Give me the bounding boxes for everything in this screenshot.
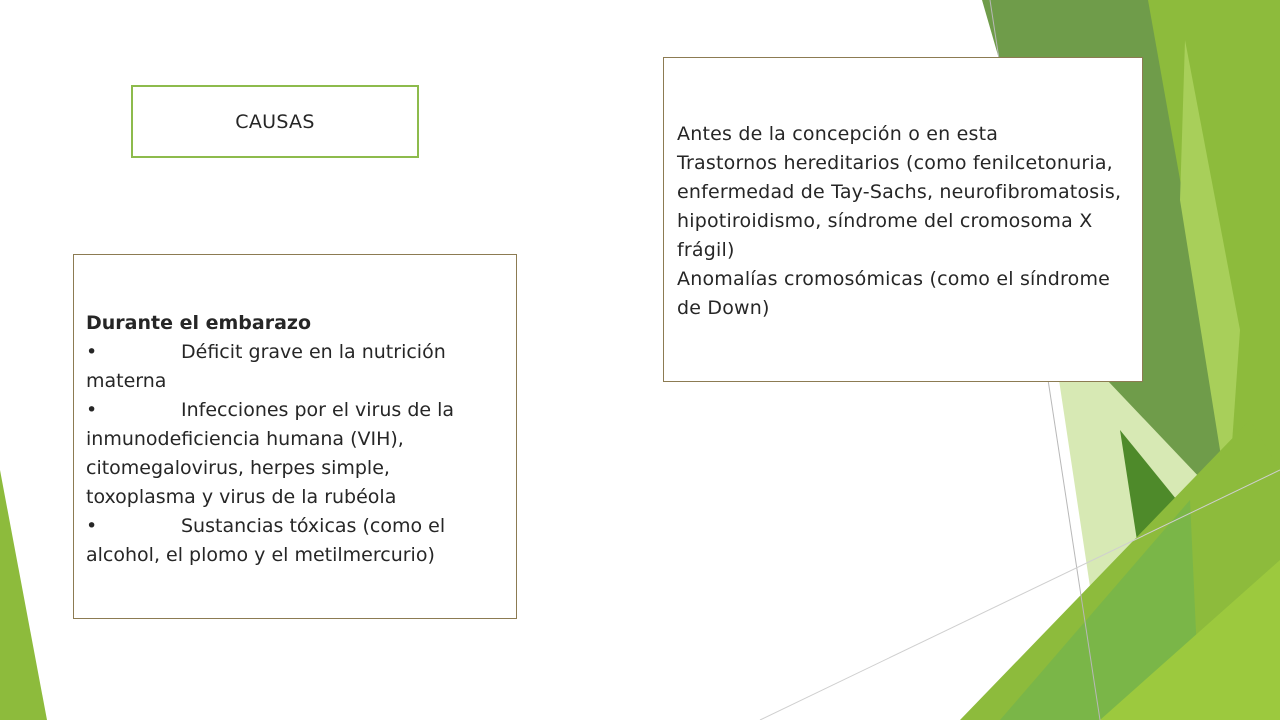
during-item-2 [86, 396, 502, 512]
during-item-1 [86, 338, 502, 396]
causas-title: CAUSAS [235, 110, 315, 133]
during-heading: Durante el embarazo [86, 312, 312, 334]
before-conception-box [663, 57, 1143, 382]
causas-title-box [131, 85, 419, 158]
before-line-2: Trastornos hereditarios (como fenilcetonuria, enfermedad de Tay-Sachs, neurofibromatosis, hipotiroidismo, síndrome del cromosoma X frágil) [677, 152, 1122, 261]
during-item-2-text: Infecciones por el virus de la inmunodeficiencia humana (VIH), citomegalovirus, herpes simple, toxoplasma y virus de la rubéola [86, 399, 455, 508]
during-item-3-text: Sustancias tóxicas (como el alcohol, el plomo y el metilmercurio) [86, 515, 446, 566]
bullet: • [86, 341, 98, 363]
left-green-sliver [0, 470, 47, 720]
during-pregnancy-box [73, 254, 517, 619]
during-item-1-text: Déficit grave en la nutrición materna [86, 341, 446, 392]
bullet: • [86, 399, 98, 421]
bullet: • [86, 515, 98, 537]
before-line-1: Antes de la concepción o en esta [677, 123, 999, 145]
before-line-3: Anomalías cromosómicas (como el síndrome de Down) [677, 268, 1111, 319]
during-item-3 [86, 512, 502, 570]
